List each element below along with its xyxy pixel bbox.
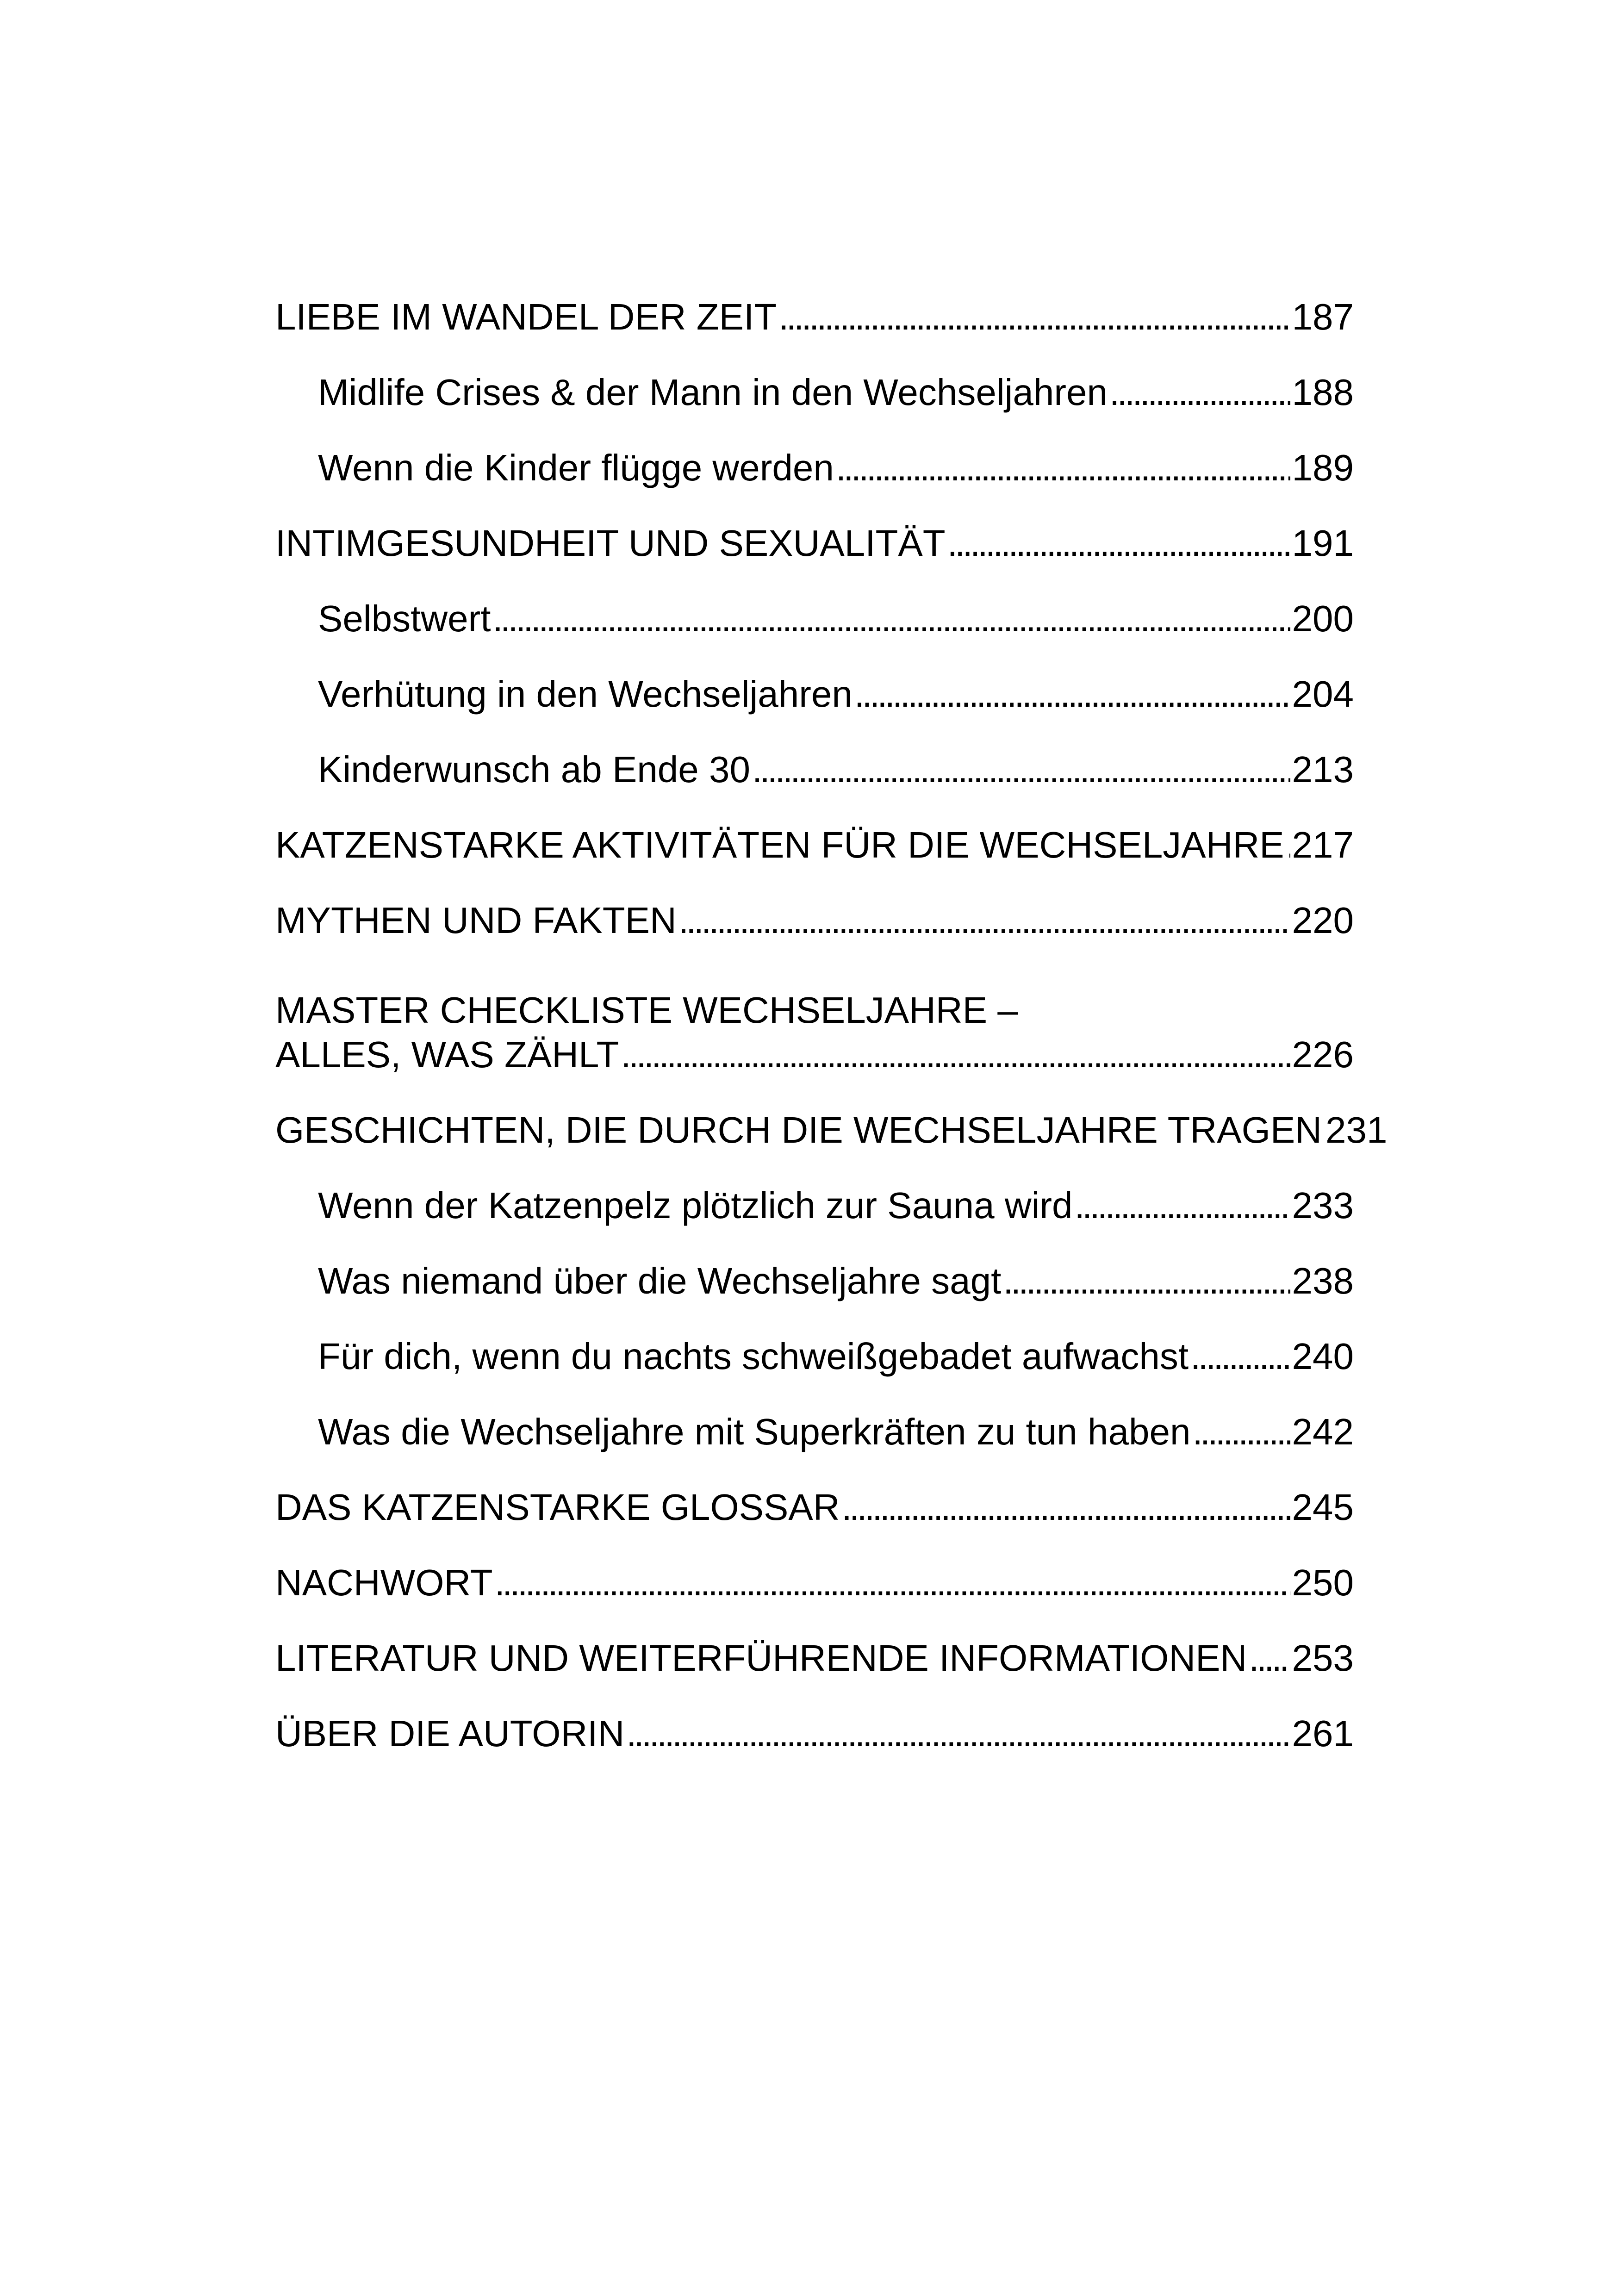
toc-entry-glossar[interactable] [275,1454,1354,1530]
toc-page-number: 238 [1292,1260,1354,1301]
toc-dot-leader [1249,1636,1290,1680]
toc-entry-literatur[interactable] [275,1605,1354,1680]
toc-entry-katzenpelz-sauna[interactable] [275,1152,1354,1228]
toc-entry-liebe-im-wandel[interactable] [275,264,1354,339]
toc-entry-title-line1: MASTER CHECKLISTE WECHSELJAHRE – [275,989,1018,1031]
toc-entry-title: GESCHICHTEN, DIE DURCH DIE WECHSELJAHRE TRAGEN [275,1109,1322,1151]
toc-page-number: 226 [1292,1034,1354,1075]
toc-page-number: 240 [1292,1336,1354,1377]
toc-entry-title-line2: ALLES, WAS ZÄHLT [275,1034,619,1075]
toc-entry-nachwort[interactable] [275,1530,1354,1605]
toc-page-number: 242 [1292,1411,1354,1452]
toc-dot-leader [842,1485,1290,1530]
toc-page-number: 261 [1292,1713,1354,1754]
toc-entry-title: INTIMGESUNDHEIT UND SEXUALITÄT [275,523,946,564]
toc-page-number: 253 [1292,1637,1354,1679]
toc-entry-superkraefte[interactable] [275,1379,1354,1454]
toc-entry-title: Für dich, wenn du nachts schweißgebadet aufwachst [318,1336,1189,1377]
toc-page-number: 188 [1292,372,1354,413]
toc-entry-verhuetung[interactable] [275,641,1354,716]
toc-entry-geschichten[interactable] [275,1077,1388,1152]
toc-dot-leader [752,747,1290,792]
toc-entry-intimgesundheit[interactable] [275,490,1354,566]
toc-dot-leader [1192,1410,1290,1454]
toc-entry-midlife-crises[interactable] [275,339,1354,415]
toc-page-number: 217 [1292,824,1354,865]
toc-entry-katzenstarke-aktivitaeten[interactable] [275,792,1354,867]
toc-dot-leader [492,597,1290,641]
toc-entry-master-checkliste[interactable] [275,943,1354,1077]
toc-entry-title: ÜBER DIE AUTORIN [275,1713,625,1754]
toc-entry-title: MYTHEN UND FAKTEN [275,900,677,941]
toc-entry-kinder-fluegge[interactable] [275,415,1354,490]
toc-page-number: 220 [1292,900,1354,941]
toc-page-number: 189 [1292,447,1354,488]
toc-dot-leader [495,1561,1290,1605]
toc-dot-leader [626,1711,1290,1756]
toc-page-number: 200 [1292,598,1354,639]
toc-dot-leader [836,446,1290,490]
toc-page-number: 231 [1326,1109,1388,1151]
toc-page-number: 187 [1292,296,1354,337]
toc-dot-leader [1190,1334,1290,1379]
toc-entry-title: Kinderwunsch ab Ende 30 [318,749,750,790]
toc-entry-mythen-und-fakten[interactable] [275,867,1354,943]
toc-entry-title: Midlife Crises & der Mann in den Wechseljahren [318,372,1108,413]
toc-entry-schweissgebadet[interactable] [275,1303,1354,1379]
toc-entry-title: Selbstwert [318,598,491,639]
toc-entry-title: Wenn der Katzenpelz plötzlich zur Sauna wird [318,1185,1073,1226]
toc-page-number: 245 [1292,1487,1354,1528]
toc-entry-title: KATZENSTARKE AKTIVITÄTEN FÜR DIE WECHSELJAHRE [275,824,1284,865]
toc-entry-title: LITERATUR UND WEITERFÜHRENDE INFORMATIONEN [275,1637,1247,1679]
toc-entry-ueber-die-autorin[interactable] [275,1680,1354,1756]
toc-dot-leader [854,672,1290,716]
toc-dot-leader [1109,370,1290,415]
toc-page-number: 233 [1292,1185,1354,1226]
toc-entry-title: DAS KATZENSTARKE GLOSSAR [275,1487,840,1528]
table-of-contents [275,264,1388,1756]
toc-page-number: 250 [1292,1562,1354,1603]
toc-entry-title: Was niemand über die Wechseljahre sagt [318,1260,1002,1301]
toc-entry-title: Was die Wechseljahre mit Superkräften zu tun haben [318,1411,1191,1452]
toc-page-number: 204 [1292,673,1354,715]
toc-dot-leader [947,521,1290,566]
toc-page-number: 213 [1292,749,1354,790]
toc-entry-was-niemand-sagt[interactable] [275,1228,1354,1303]
toc-entry-kinderwunsch[interactable] [275,716,1354,792]
toc-dot-leader [621,1033,1290,1077]
toc-entry-second-line [275,1033,1354,1077]
toc-entry-title: Wenn die Kinder flügge werden [318,447,834,488]
toc-dot-leader [1286,823,1290,867]
toc-entry-selbstwert[interactable] [275,566,1354,641]
toc-page-number: 191 [1292,523,1354,564]
toc-dot-leader [778,295,1290,339]
toc-dot-leader [1075,1183,1290,1228]
toc-entry-title: LIEBE IM WANDEL DER ZEIT [275,296,777,337]
toc-dot-leader [1003,1259,1290,1303]
toc-entry-title: NACHWORT [275,1562,493,1603]
toc-entry-title: Verhütung in den Wechseljahren [318,673,853,715]
toc-dot-leader [678,898,1290,943]
